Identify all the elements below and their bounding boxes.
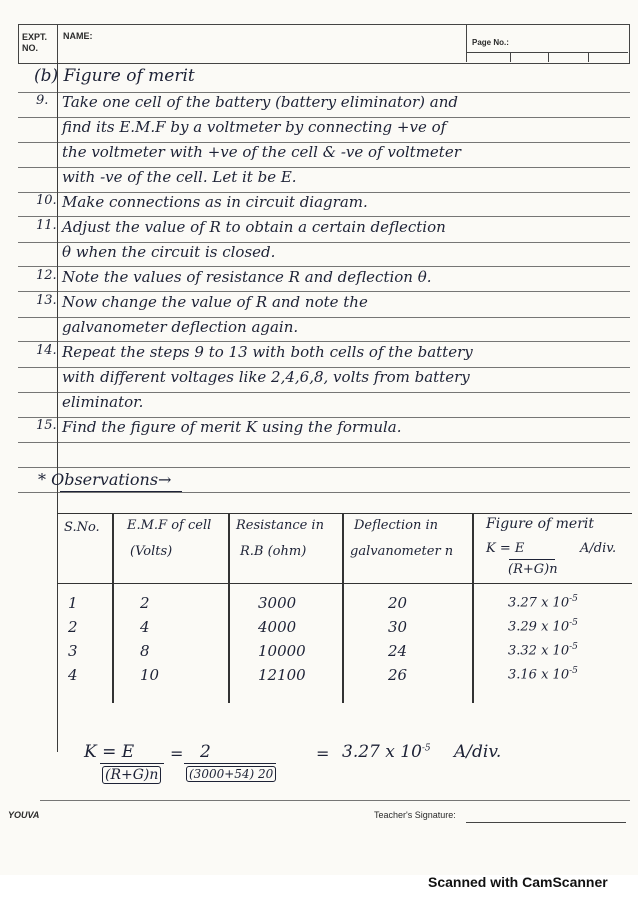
- cell-sno: 3: [68, 642, 78, 660]
- cell-figure-of-merit: [508, 666, 578, 682]
- teacher-signature-label: Teacher's Signature:: [374, 810, 456, 820]
- formula-denominator: (3000+54) 20: [186, 766, 276, 782]
- col-header-merit-3: A/div.: [580, 541, 617, 556]
- header-divider-1: [57, 24, 58, 62]
- cell-deflection: 30: [388, 618, 408, 636]
- merit-exponent: -5: [569, 666, 578, 676]
- ruled-line: [18, 341, 630, 342]
- section-heading: (b) Figure of merit: [34, 66, 195, 86]
- merit-exponent: -5: [569, 642, 578, 652]
- step-line: θ when the circuit is closed.: [62, 243, 276, 261]
- observations-underline: [60, 491, 182, 492]
- cell-emf: 4: [140, 618, 150, 636]
- formula-equals-2: =: [316, 744, 330, 763]
- header-divider-4: [548, 52, 549, 62]
- merit-value: 3.27 x 10: [508, 595, 570, 611]
- formula-fraction-bar: [184, 763, 276, 764]
- cell-resistance: 4000: [258, 618, 297, 636]
- left-margin-line: [57, 62, 58, 752]
- col-header-res-1: Resistance in: [236, 518, 324, 533]
- cell-sno: 4: [68, 666, 78, 684]
- cell-deflection: 24: [388, 642, 408, 660]
- cell-deflection: 26: [388, 666, 408, 684]
- cell-resistance: 3000: [258, 594, 297, 612]
- step-line: with -ve of the cell. Let it be E.: [62, 168, 297, 186]
- merit-value: 3.29 x 10: [508, 619, 570, 635]
- ruled-line: [18, 266, 630, 267]
- col-header-emf-2: (Volts): [130, 544, 173, 559]
- col-header-sno: S.No.: [64, 520, 100, 535]
- step-line: Now change the value of R and note the: [62, 293, 368, 311]
- step-line: with different voltages like 2,4,6,8, volts from battery: [62, 368, 470, 386]
- merit-value: 3.16 x 10: [508, 667, 570, 683]
- ruled-line: [18, 467, 630, 468]
- ruled-line: [18, 492, 630, 493]
- col-header-merit-fraction-bar: [509, 559, 555, 560]
- cell-figure-of-merit: [508, 642, 578, 658]
- cell-resistance: 12100: [258, 666, 306, 684]
- cell-emf: 2: [140, 594, 150, 612]
- step-line: Note the values of resistance R and deflection θ.: [62, 268, 432, 286]
- step-line: Find the figure of merit K using the formula.: [62, 418, 402, 436]
- step-line: Take one cell of the battery (battery eliminator) and: [62, 93, 458, 111]
- observations-heading: * Observations→: [38, 470, 172, 489]
- step-number: 14.: [36, 343, 57, 358]
- ruled-line: [18, 442, 630, 443]
- table-col-line-2: [228, 513, 230, 703]
- cell-figure-of-merit: [508, 594, 578, 610]
- table-col-line-3: [342, 513, 344, 703]
- cell-resistance: 10000: [258, 642, 306, 660]
- header-divider-5: [588, 52, 589, 62]
- cell-emf: 8: [140, 642, 150, 660]
- step-number: 11.: [36, 218, 57, 233]
- col-header-merit-1: Figure of merit: [486, 516, 595, 532]
- no-label: NO.: [22, 43, 39, 53]
- cell-sno: 2: [68, 618, 78, 636]
- step-number: 15.: [36, 418, 57, 433]
- header-bottom-line: [466, 52, 628, 53]
- step-number: 12.: [36, 268, 57, 283]
- formula-result-value: 3.27 x 10: [342, 742, 422, 762]
- step-line: Adjust the value of R to obtain a certain deflection: [62, 218, 446, 236]
- header-box: [18, 24, 630, 64]
- col-header-res-2: R.B (ohm): [240, 544, 307, 559]
- formula-unit: A/div.: [454, 742, 502, 762]
- step-number: 10.: [36, 193, 57, 208]
- step-number: 13.: [36, 293, 57, 308]
- table-col-line-4: [472, 513, 474, 703]
- formula-numerator: 2: [200, 742, 211, 762]
- merit-exponent: -5: [569, 594, 578, 604]
- ruled-line: [18, 291, 630, 292]
- step-line: find its E.M.F by a voltmeter by connecting +ve of: [62, 118, 447, 136]
- merit-value: 3.32 x 10: [508, 643, 570, 659]
- table-header-bottom-line: [57, 583, 632, 584]
- formula-k-bar: [100, 763, 164, 764]
- col-header-merit-2: K = E: [486, 541, 525, 556]
- expt-label: EXPT.: [22, 32, 48, 42]
- page-no-label: Page No.:: [472, 38, 509, 47]
- formula-result: [342, 742, 431, 762]
- cell-figure-of-merit: [508, 618, 578, 634]
- cell-sno: 1: [68, 594, 78, 612]
- formula-equals-1: =: [170, 744, 184, 763]
- cell-emf: 10: [140, 666, 160, 684]
- header-divider-3: [510, 52, 511, 62]
- merit-exponent: -5: [569, 618, 578, 628]
- cell-deflection: 20: [388, 594, 408, 612]
- footer-rule: [40, 800, 630, 801]
- name-label: NAME:: [63, 31, 93, 41]
- step-line: galvanometer deflection again.: [62, 318, 299, 336]
- col-header-defl-2: galvanometer n: [350, 544, 454, 559]
- step-line: Repeat the steps 9 to 13 with both cells of the battery: [62, 343, 473, 361]
- formula-k-denominator: (R+G)n: [102, 766, 161, 784]
- col-header-defl-1: Deflection in: [354, 518, 439, 533]
- table-col-line-1: [112, 513, 114, 703]
- step-line: Make connections as in circuit diagram.: [62, 193, 368, 211]
- header-divider-2: [466, 24, 467, 62]
- table-top-line: [57, 513, 632, 514]
- step-line: the voltmeter with +ve of the cell & -ve of voltmeter: [62, 143, 461, 161]
- step-number: 9.: [36, 93, 49, 108]
- step-line: eliminator.: [62, 393, 144, 411]
- formula-k: K = E: [84, 742, 135, 762]
- teacher-signature-line: [466, 822, 626, 823]
- col-header-emf-1: E.M.F of cell: [127, 518, 212, 533]
- formula-result-exponent: -5: [421, 743, 431, 754]
- col-header-merit-4: (R+G)n: [508, 562, 558, 577]
- scanner-watermark: Scanned with CamScanner: [428, 874, 608, 890]
- ruled-line: [18, 216, 630, 217]
- brand-logo: YOUVA: [8, 810, 40, 820]
